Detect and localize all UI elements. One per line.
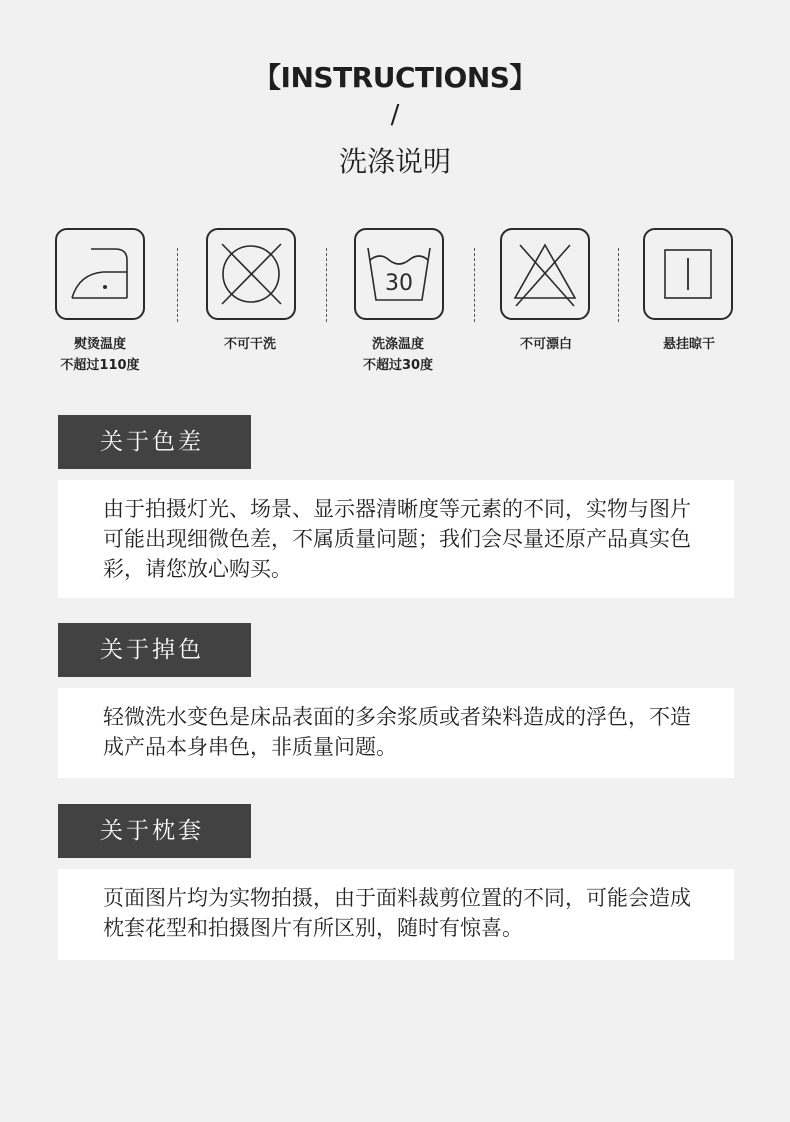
title-separator: /: [390, 100, 400, 130]
icon-divider: [177, 248, 178, 322]
wash-label-line2: 不超过30度: [362, 358, 434, 373]
section-heading-fading: 关于掉色: [58, 623, 251, 677]
iron-icon-box: [55, 228, 145, 320]
section-heading-color-difference: 关于色差: [58, 415, 251, 469]
icon-divider: [474, 248, 475, 322]
section-text-fading: 轻微洗水变色是床品表面的多余浆质或者染料造成的浮色，不造成产品本身串色，非质量问题。: [58, 688, 734, 778]
icon-divider: [618, 248, 619, 322]
iron-label-line1: 熨烫温度: [73, 337, 126, 352]
section-text-pillowcase: 页面图片均为实物拍摄，由于面料裁剪位置的不同，可能会造成枕套花型和拍摄图片有所区别，随时有惊喜。: [58, 869, 734, 960]
icon-divider: [326, 248, 327, 322]
title-english: 【INSTRUCTIONS】: [253, 61, 537, 94]
no-bleach-label-line1: 不可漂白: [519, 337, 572, 352]
wash-label-line1: 洗涤温度: [371, 337, 424, 352]
title-chinese: 洗涤说明: [338, 145, 451, 178]
hang-dry-icon: [645, 230, 731, 318]
no-dry-clean-label: [180, 334, 320, 355]
no-bleach-icon-box: [500, 228, 590, 320]
hang-dry-icon-box: [643, 228, 733, 320]
wash-temperature-value: 30: [385, 271, 413, 296]
no-bleach-label: [476, 334, 616, 355]
no-dry-clean-icon: [208, 230, 294, 318]
section-heading-pillowcase: 关于枕套: [58, 804, 251, 858]
no-bleach-icon: [502, 230, 588, 318]
no-dry-clean-icon-box: [206, 228, 296, 320]
wash-label: [328, 334, 468, 376]
iron-label-line2: 不超过110度: [60, 358, 140, 373]
iron-label: [30, 334, 170, 376]
section-text-color-difference: 由于拍摄灯光、场景、显示器清晰度等元素的不同，实物与图片可能出现细微色差，不属质量问题；我们会尽量还原产品真实色彩，请您放心购买。: [58, 480, 734, 598]
iron-icon: [57, 230, 143, 318]
no-dry-clean-label-line1: 不可干洗: [223, 337, 276, 352]
hang-dry-label-line1: 悬挂晾干: [662, 337, 715, 352]
hang-dry-label: [619, 334, 759, 355]
wash-30-icon-box: [354, 228, 444, 320]
wash-30-icon: [356, 230, 442, 318]
